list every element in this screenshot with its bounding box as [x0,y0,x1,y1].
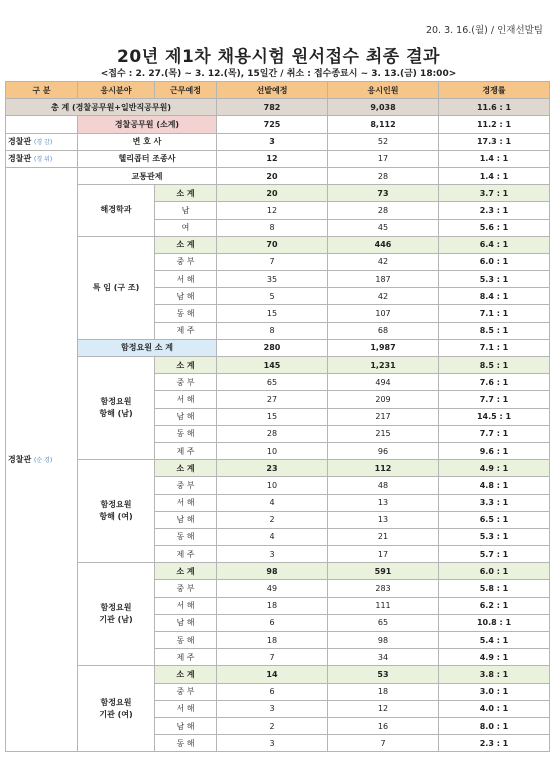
lawyer-category: 경찰관 (경 감) [6,133,78,150]
row-applicants: 7 [328,735,439,752]
row-rate: 2.3 : 1 [439,735,550,752]
grand-total-row [6,99,550,116]
group-1-field: 함정요원 항해 (여) [78,460,155,563]
group-3-subtotal-selection: 14 [217,666,328,683]
location-label: 중 부 [155,477,217,494]
row-applicants: 494 [328,374,439,391]
group-0-field: 함정요원 항해 (남) [78,357,155,460]
row-rate: 3.3 : 1 [439,494,550,511]
location-label: 소 계 [155,666,217,683]
location-label: 소 계 [155,236,217,253]
group-1-subtotal-selection: 23 [217,460,328,477]
location-label: 남 해 [155,614,217,631]
location-label: 서 해 [155,597,217,614]
row-rate: 10.8 : 1 [439,614,550,631]
helicopter-selection: 12 [217,150,328,167]
row-applicants: 217 [328,408,439,425]
special-field: 특 임 (구 조) [78,236,155,339]
marine-field: 해경학과 [78,185,155,237]
row-rate: 7.7 : 1 [439,391,550,408]
location-label: 여 [155,219,217,236]
helicopter-row [6,150,550,167]
header-location: 근무예정 [155,82,217,99]
group-1-subtotal-row [6,460,550,477]
helicopter-applicants: 17 [328,150,439,167]
row-selection: 7 [217,253,328,270]
group-3-subtotal-applicants: 53 [328,666,439,683]
row-applicants: 42 [328,253,439,270]
location-label: 제 주 [155,649,217,666]
lawyer-rate: 17.3 : 1 [439,133,550,150]
row-selection: 15 [217,408,328,425]
traffic-applicants: 28 [328,167,439,184]
row-applicants: 68 [328,322,439,339]
grand-total-rate: 11.6 : 1 [439,99,550,116]
location-label: 소 계 [155,185,217,202]
row-applicants: 21 [328,528,439,545]
row-applicants: 34 [328,649,439,666]
row-rate: 5.3 : 1 [439,528,550,545]
location-label: 남 [155,202,217,219]
row-applicants: 45 [328,219,439,236]
row-selection: 4 [217,528,328,545]
row-selection: 27 [217,391,328,408]
group-1-subtotal-rate: 4.9 : 1 [439,460,550,477]
row-applicants: 96 [328,442,439,459]
row-rate: 6.0 : 1 [439,253,550,270]
row-rate: 7.7 : 1 [439,425,550,442]
row-selection: 4 [217,494,328,511]
row-rate: 3.0 : 1 [439,683,550,700]
row-applicants: 187 [328,271,439,288]
row-rate: 5.7 : 1 [439,546,550,563]
row-selection: 18 [217,632,328,649]
traffic-field: 교통관제 [78,167,217,184]
location-label: 소 계 [155,563,217,580]
row-selection: 12 [217,202,328,219]
row-applicants: 16 [328,717,439,734]
row-selection: 65 [217,374,328,391]
vessel-subtotal-row [6,339,550,356]
row-selection: 18 [217,597,328,614]
marine-subtotal-selection: 20 [217,185,328,202]
row-selection: 10 [217,477,328,494]
row-applicants: 18 [328,683,439,700]
group-1-subtotal-applicants: 112 [328,460,439,477]
group-2-field: 함정요원 기관 (남) [78,563,155,666]
location-label: 중 부 [155,580,217,597]
row-selection: 10 [217,442,328,459]
row-applicants: 28 [328,202,439,219]
group-3-subtotal-row [6,666,550,683]
location-label: 동 해 [155,305,217,322]
special-subtotal-selection: 70 [217,236,328,253]
group-0-subtotal-row [6,357,550,374]
location-label: 서 해 [155,391,217,408]
police-subtotal-row [6,116,550,133]
row-selection: 6 [217,683,328,700]
location-label: 동 해 [155,425,217,442]
row-applicants: 215 [328,425,439,442]
group-0-subtotal-selection: 145 [217,357,328,374]
location-label: 소 계 [155,357,217,374]
header-field: 응시분야 [78,82,155,99]
grand-total-label: 총 계 (경찰공무원+일반직공무원) [6,99,217,116]
header-selection: 선발예정 [217,82,328,99]
row-rate: 8.0 : 1 [439,717,550,734]
row-applicants: 12 [328,700,439,717]
row-applicants: 107 [328,305,439,322]
row-applicants: 209 [328,391,439,408]
group-3-subtotal-rate: 3.8 : 1 [439,666,550,683]
row-rate: 9.6 : 1 [439,442,550,459]
marine-subtotal-rate: 3.7 : 1 [439,185,550,202]
document-date: 20. 3. 16.(월) / 인재선발팀 [425,25,543,36]
row-applicants: 111 [328,597,439,614]
row-rate: 5.3 : 1 [439,271,550,288]
location-label: 남 해 [155,511,217,528]
group-2-subtotal-row [6,563,550,580]
row-rate: 14.5 : 1 [439,408,550,425]
location-label: 동 해 [155,735,217,752]
row-selection: 2 [217,717,328,734]
special-subtotal-applicants: 446 [328,236,439,253]
lawyer-field: 변 호 사 [78,133,217,150]
police-subtotal-selection: 725 [217,116,328,133]
special-subtotal-row [6,236,550,253]
officer-category: 경찰관 (순 경) [6,167,78,751]
location-label: 동 해 [155,632,217,649]
group-2-subtotal-applicants: 591 [328,563,439,580]
header-category: 구 분 [6,82,78,99]
grand-total-applicants: 9,038 [328,99,439,116]
row-rate: 4.9 : 1 [439,649,550,666]
location-label: 중 부 [155,374,217,391]
marine-subtotal-row [6,185,550,202]
police-subtotal-applicants: 8,112 [328,116,439,133]
row-applicants: 65 [328,614,439,631]
location-label: 서 해 [155,271,217,288]
lawyer-selection: 3 [217,133,328,150]
police-subtotal-label: 경찰공무원 (소계) [78,116,217,133]
row-applicants: 13 [328,511,439,528]
vessel-subtotal-label: 함정요원 소 계 [78,339,217,356]
row-rate: 8.4 : 1 [439,288,550,305]
row-selection: 7 [217,649,328,666]
location-label: 제 주 [155,442,217,459]
lawyer-applicants: 52 [328,133,439,150]
row-applicants: 48 [328,477,439,494]
row-selection: 28 [217,425,328,442]
group-0-subtotal-rate: 8.5 : 1 [439,357,550,374]
row-selection: 8 [217,322,328,339]
helicopter-field: 헬리콥터 조종사 [78,150,217,167]
special-subtotal-rate: 6.4 : 1 [439,236,550,253]
row-selection: 6 [217,614,328,631]
location-label: 동 해 [155,528,217,545]
location-label: 남 해 [155,408,217,425]
vessel-subtotal-applicants: 1,987 [328,339,439,356]
row-rate: 4.0 : 1 [439,700,550,717]
row-applicants: 283 [328,580,439,597]
group-2-subtotal-selection: 98 [217,563,328,580]
location-label: 남 해 [155,288,217,305]
marine-subtotal-applicants: 73 [328,185,439,202]
police-subtotal-rate: 11.2 : 1 [439,116,550,133]
row-rate: 6.2 : 1 [439,597,550,614]
location-label: 남 해 [155,717,217,734]
location-label: 서 해 [155,700,217,717]
row-selection: 3 [217,735,328,752]
row-applicants: 13 [328,494,439,511]
row-rate: 2.3 : 1 [439,202,550,219]
location-label: 소 계 [155,460,217,477]
row-selection: 3 [217,700,328,717]
vessel-subtotal-selection: 280 [217,339,328,356]
row-rate: 5.4 : 1 [439,632,550,649]
row-selection: 5 [217,288,328,305]
vessel-subtotal-rate: 7.1 : 1 [439,339,550,356]
row-rate: 6.5 : 1 [439,511,550,528]
row-selection: 15 [217,305,328,322]
row-rate: 7.6 : 1 [439,374,550,391]
group-2-subtotal-rate: 6.0 : 1 [439,563,550,580]
location-label: 제 주 [155,546,217,563]
row-selection: 49 [217,580,328,597]
traffic-rate: 1.4 : 1 [439,167,550,184]
location-label: 서 해 [155,494,217,511]
row-rate: 7.1 : 1 [439,305,550,322]
row-rate: 5.8 : 1 [439,580,550,597]
row-selection: 2 [217,511,328,528]
document-title: 20년 제1차 채용시험 원서접수 최종 결과 [117,47,440,67]
location-label: 제 주 [155,322,217,339]
row-selection: 35 [217,271,328,288]
traffic-row [6,167,550,184]
traffic-selection: 20 [217,167,328,184]
location-label: 중 부 [155,683,217,700]
header-rate: 경쟁률 [439,82,550,99]
helicopter-category: 경찰관 (경 위) [6,150,78,167]
row-selection: 8 [217,219,328,236]
row-applicants: 42 [328,288,439,305]
row-rate: 4.8 : 1 [439,477,550,494]
group-3-field: 함정요원 기관 (여) [78,666,155,752]
document-subtitle: <접수 : 2. 27.(목) ~ 3. 12.(목), 15일간 / 취소 : 접수종료시 ~ 3. 13.(금) 18:00> [100,69,457,79]
grand-total-selection: 782 [217,99,328,116]
lawyer-row [6,133,550,150]
row-applicants: 17 [328,546,439,563]
group-0-subtotal-applicants: 1,231 [328,357,439,374]
location-label: 중 부 [155,253,217,270]
table-header-row [6,82,550,99]
helicopter-rate: 1.4 : 1 [439,150,550,167]
header-applicants: 응시인원 [328,82,439,99]
row-selection: 3 [217,546,328,563]
row-rate: 5.6 : 1 [439,219,550,236]
row-applicants: 98 [328,632,439,649]
results-table [5,81,550,752]
row-rate: 8.5 : 1 [439,322,550,339]
